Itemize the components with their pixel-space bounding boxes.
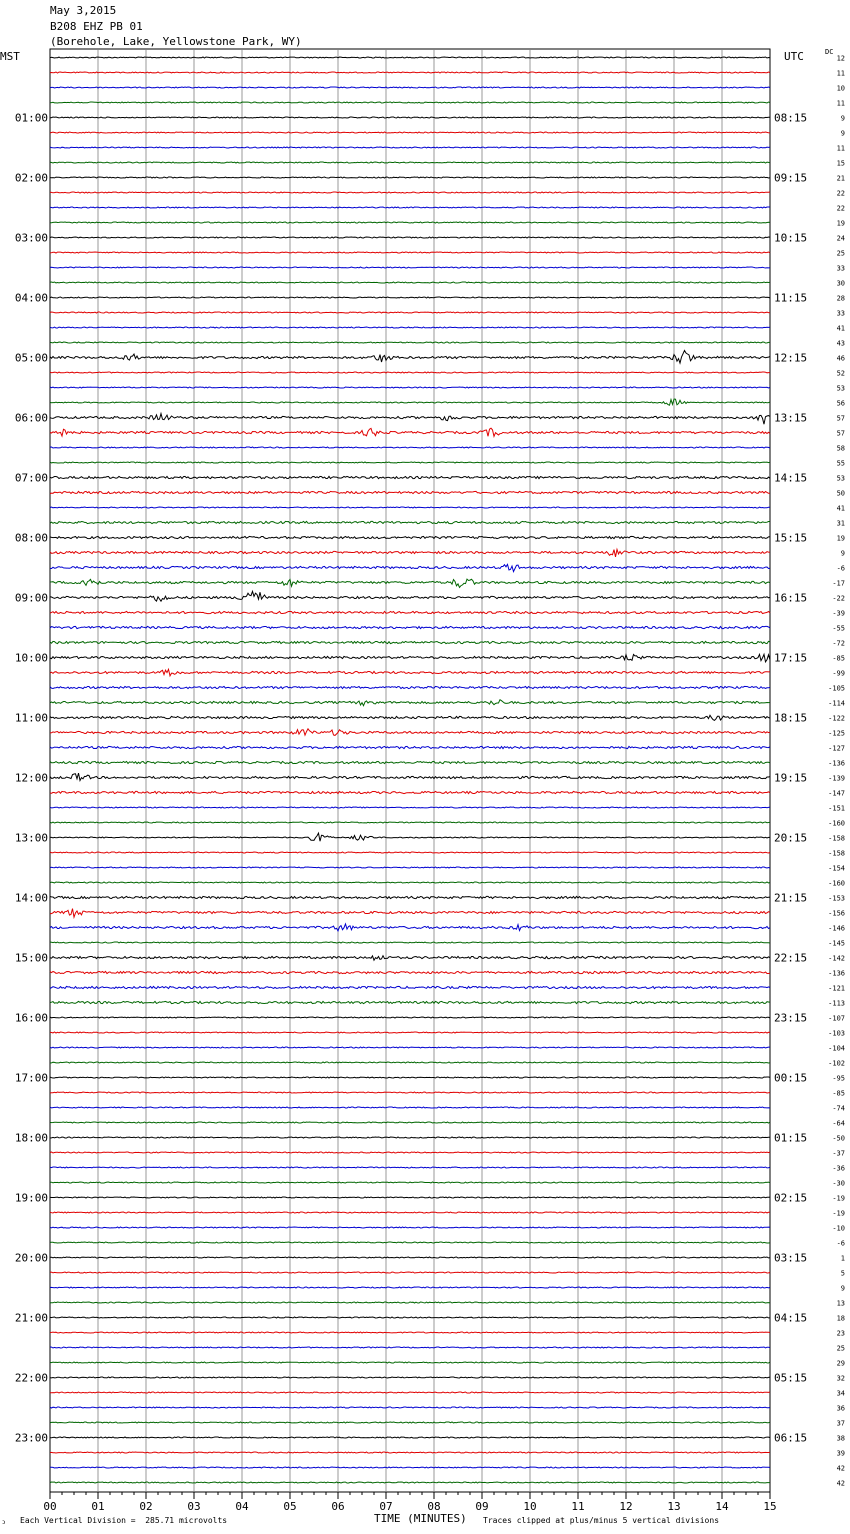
trace-75 [50, 1182, 770, 1183]
dc-offset-label: -6 [836, 564, 845, 573]
dc-offset-label: 56 [836, 399, 845, 408]
dc-offset-label: -104 [828, 1044, 845, 1053]
dc-offset-label: 39 [836, 1449, 845, 1458]
x-tick-label: 09 [475, 1500, 489, 1513]
dc-offset-label: 38 [836, 1434, 845, 1443]
dc-offset-label: 24 [836, 234, 845, 243]
dc-offset-label: 29 [836, 1359, 845, 1368]
trace-84 [50, 1317, 770, 1318]
trace-90 [50, 1407, 770, 1408]
dc-offset-label: 18 [836, 1314, 845, 1323]
x-tick-label: 11 [571, 1500, 585, 1513]
dc-offset-label: -22 [832, 594, 845, 603]
trace-10 [50, 207, 770, 208]
x-tick-label: 08 [427, 1500, 441, 1513]
dc-offset-label: 37 [836, 1419, 845, 1428]
dc-offset-label: 41 [836, 324, 845, 333]
utc-hour-label: 09:15 [774, 171, 808, 185]
dc-offset-label: 9 [840, 549, 845, 558]
trace-87 [50, 1362, 770, 1363]
utc-hour-label: 23:15 [774, 1011, 808, 1025]
trace-39 [50, 641, 770, 643]
dc-offset-label: -72 [832, 639, 845, 648]
mst-hour-label: 20:00 [14, 1251, 48, 1265]
dc-offset-label: 53 [836, 474, 845, 483]
dc-offset-label: -102 [828, 1059, 845, 1068]
dc-offset-label: -125 [828, 729, 845, 738]
dc-offset-label: 34 [836, 1389, 845, 1398]
trace-0 [50, 57, 770, 58]
dc-offset-label: 41 [836, 504, 845, 513]
dc-offset-label: -74 [832, 1104, 845, 1113]
dc-offset-label: 55 [836, 459, 845, 468]
dc-offset-label: -19 [832, 1209, 845, 1218]
utc-hour-label: 13:15 [774, 411, 808, 425]
mst-hour-label: 02:00 [14, 171, 48, 185]
station-location: (Borehole, Lake, Yellowstone Park, WY) [50, 35, 302, 48]
dc-offset-label: -30 [832, 1179, 845, 1188]
trace-45 [50, 729, 770, 736]
trace-67 [50, 1062, 770, 1063]
trace-64 [50, 1017, 770, 1018]
trace-16 [50, 297, 770, 298]
dc-offset-label: 25 [836, 249, 845, 258]
trace-30 [50, 507, 770, 508]
trace-73 [50, 1152, 770, 1153]
dc-offset-label: -95 [832, 1074, 845, 1083]
dc-offset-label: 12 [836, 54, 845, 63]
x-tick-label: 12 [619, 1500, 633, 1513]
plot-frame [50, 49, 770, 1492]
dc-offset-label: 11 [836, 144, 845, 153]
trace-31 [50, 521, 770, 523]
trace-59 [50, 942, 770, 943]
mst-label: MST [0, 50, 20, 63]
mst-hour-label: 23:00 [14, 1431, 48, 1445]
dc-offset-label: -142 [828, 954, 845, 963]
dc-offset-label: 22 [836, 189, 845, 198]
trace-26 [50, 447, 770, 448]
dc-offset-label: 19 [836, 219, 845, 228]
dc-offset-label: 42 [836, 1464, 845, 1473]
trace-88 [50, 1377, 770, 1378]
trace-56 [50, 896, 770, 898]
mst-hour-label: 06:00 [14, 411, 48, 425]
trace-9 [50, 192, 770, 193]
utc-hour-label: 08:15 [774, 111, 808, 125]
dc-offset-label: 9 [840, 114, 845, 123]
mst-hour-label: 11:00 [14, 711, 48, 725]
x-tick-label: 05 [283, 1500, 297, 1513]
trace-52 [50, 833, 770, 841]
dc-offset-label: -136 [828, 759, 845, 768]
trace-22 [50, 387, 770, 388]
trace-19 [50, 342, 770, 343]
trace-14 [50, 267, 770, 268]
trace-57 [50, 909, 770, 918]
dc-offset-label: 57 [836, 429, 845, 438]
trace-13 [50, 252, 770, 253]
dc-offset-label: 19 [836, 534, 845, 543]
trace-85 [50, 1332, 770, 1333]
mst-hour-label: 19:00 [14, 1191, 48, 1205]
x-axis-label: TIME (MINUTES) [374, 1512, 467, 1525]
dc-offset-label: -153 [828, 894, 845, 903]
x-tick-label: 00 [43, 1500, 57, 1513]
utc-hour-label: 17:15 [774, 651, 808, 665]
dc-offset-label: 32 [836, 1374, 845, 1383]
trace-66 [50, 1047, 770, 1048]
dc-offset-label: -158 [828, 834, 845, 843]
dc-offset-label: -37 [832, 1149, 845, 1158]
dc-offset-label: -17 [832, 579, 845, 588]
dc-offset-label: -19 [832, 1194, 845, 1203]
trace-58 [50, 924, 770, 931]
dc-offset-label: 13 [836, 1299, 845, 1308]
mst-hour-label: 01:00 [14, 111, 48, 125]
x-tick-label: 03 [187, 1500, 201, 1513]
clip-note: Traces clipped at plus/minus 5 vertical divisions [483, 1516, 720, 1525]
trace-33 [50, 549, 770, 557]
dc-offset-label: -160 [828, 819, 845, 828]
dc-offset-label: -55 [832, 624, 845, 633]
plot-date: May 3,2015 [50, 4, 117, 17]
trace-11 [50, 222, 770, 223]
trace-81 [50, 1272, 770, 1273]
trace-82 [50, 1287, 770, 1288]
trace-35 [50, 579, 770, 587]
dc-offset-label: 52 [836, 369, 845, 378]
utc-label: UTC [784, 50, 804, 63]
trace-20 [50, 351, 770, 364]
dc-offset-label: 31 [836, 519, 845, 528]
mst-hour-label: 05:00 [14, 351, 48, 365]
trace-94 [50, 1467, 770, 1468]
mst-hour-label: 16:00 [14, 1011, 48, 1025]
mst-hour-label: 10:00 [14, 651, 48, 665]
dc-offset-label: -39 [832, 609, 845, 618]
dc-offset-label: -154 [828, 864, 845, 873]
utc-hour-label: 15:15 [774, 531, 808, 545]
utc-hour-label: 21:15 [774, 891, 808, 905]
dc-offset-label: 33 [836, 309, 845, 318]
dc-offset-label: -122 [828, 714, 845, 723]
utc-hour-label: 06:15 [774, 1431, 808, 1445]
utc-hour-label: 14:15 [774, 471, 808, 485]
dc-offset-label: -145 [828, 939, 845, 948]
trace-34 [50, 564, 770, 571]
dc-offset-label: 23 [836, 1329, 845, 1338]
dc-offset-label: 22 [836, 204, 845, 213]
trace-21 [50, 372, 770, 373]
trace-71 [50, 1122, 770, 1123]
utc-hour-label: 00:15 [774, 1071, 808, 1085]
trace-32 [50, 536, 770, 538]
dc-offset-label: 11 [836, 99, 845, 108]
dc-offset-label: -136 [828, 969, 845, 978]
dc-offset-label: -147 [828, 789, 845, 798]
trace-4 [50, 117, 770, 118]
dc-offset-label: 1 [840, 1254, 845, 1263]
dc-offset-label: 5 [840, 1269, 845, 1278]
dc-offset-label: -50 [832, 1134, 845, 1143]
dc-offset-label: -36 [832, 1164, 845, 1173]
trace-93 [50, 1452, 770, 1453]
utc-hour-label: 12:15 [774, 351, 808, 365]
trace-7 [50, 162, 770, 163]
trace-72 [50, 1137, 770, 1138]
trace-1 [50, 72, 770, 73]
mst-hour-label: 09:00 [14, 591, 48, 605]
mst-hour-label: 14:00 [14, 891, 48, 905]
trace-15 [50, 282, 770, 283]
x-tick-label: 04 [235, 1500, 249, 1513]
utc-hour-label: 10:15 [774, 231, 808, 245]
dc-offset-label: 21 [836, 174, 845, 183]
trace-70 [50, 1107, 770, 1108]
mst-hour-label: 15:00 [14, 951, 48, 965]
trace-46 [50, 746, 770, 748]
dc-offset-label: -146 [828, 924, 845, 933]
trace-8 [50, 177, 770, 178]
x-tick-label: 07 [379, 1500, 393, 1513]
trace-91 [50, 1422, 770, 1423]
mst-hour-label: 22:00 [14, 1371, 48, 1385]
trace-12 [50, 237, 770, 238]
dc-label: DC [825, 48, 834, 56]
dc-offset-label: 53 [836, 384, 845, 393]
trace-18 [50, 327, 770, 328]
trace-28 [50, 476, 770, 478]
trace-43 [50, 700, 770, 706]
mst-hour-label: 17:00 [14, 1071, 48, 1085]
dc-offset-label: -85 [832, 1089, 845, 1098]
dc-offset-label: 46 [836, 354, 845, 363]
utc-hour-label: 22:15 [774, 951, 808, 965]
dc-offset-label: -127 [828, 744, 845, 753]
trace-76 [50, 1197, 770, 1198]
trace-79 [50, 1242, 770, 1243]
trace-63 [50, 1001, 770, 1003]
trace-68 [50, 1077, 770, 1078]
trace-29 [50, 491, 770, 493]
trace-38 [50, 626, 770, 628]
mst-hour-label: 03:00 [14, 231, 48, 245]
dc-offset-label: -99 [832, 669, 845, 678]
dc-offset-label: -121 [828, 984, 845, 993]
mst-hour-label: 07:00 [14, 471, 48, 485]
x-tick-label: 01 [91, 1500, 105, 1513]
utc-hour-label: 05:15 [774, 1371, 808, 1385]
dc-offset-label: -158 [828, 849, 845, 858]
dc-offset-label: 11 [836, 69, 845, 78]
dc-offset-label: -156 [828, 909, 845, 918]
dc-offset-label: -64 [832, 1119, 845, 1128]
trace-3 [50, 102, 770, 103]
trace-49 [50, 791, 770, 793]
dc-offset-label: 9 [840, 1284, 845, 1293]
trace-5 [50, 132, 770, 133]
trace-65 [50, 1032, 770, 1033]
trace-17 [50, 312, 770, 313]
dc-offset-label: -6 [836, 1239, 845, 1248]
trace-36 [50, 591, 770, 601]
trace-42 [50, 686, 770, 688]
dc-offset-label: -151 [828, 804, 845, 813]
dc-offset-label: 28 [836, 294, 845, 303]
utc-hour-label: 18:15 [774, 711, 808, 725]
utc-hour-label: 01:15 [774, 1131, 808, 1145]
trace-60 [50, 956, 770, 961]
trace-6 [50, 147, 770, 148]
mst-hour-label: 21:00 [14, 1311, 48, 1325]
trace-80 [50, 1257, 770, 1258]
trace-69 [50, 1092, 770, 1093]
utc-hour-label: 11:15 [774, 291, 808, 305]
dc-offset-label: -107 [828, 1014, 845, 1023]
trace-50 [50, 807, 770, 808]
scale-note: Each Vertical Division = 285.71 microvolts [20, 1516, 228, 1525]
trace-24 [50, 414, 770, 425]
trace-25 [50, 428, 770, 436]
mst-hour-label: 18:00 [14, 1131, 48, 1145]
trace-61 [50, 971, 770, 973]
utc-hour-label: 20:15 [774, 831, 808, 845]
trace-54 [50, 867, 770, 868]
dc-offset-label: 58 [836, 444, 845, 453]
mst-hour-label: 08:00 [14, 531, 48, 545]
trace-83 [50, 1302, 770, 1303]
dc-offset-label: -139 [828, 774, 845, 783]
trace-86 [50, 1347, 770, 1348]
utc-hour-label: 04:15 [774, 1311, 808, 1325]
trace-47 [50, 761, 770, 763]
dc-offset-label: 33 [836, 264, 845, 273]
corner-mark: ↄ [2, 1518, 6, 1526]
dc-offset-label: -103 [828, 1029, 845, 1038]
dc-offset-label: -113 [828, 999, 845, 1008]
dc-offset-label: 57 [836, 414, 845, 423]
trace-40 [50, 654, 770, 662]
mst-hour-label: 12:00 [14, 771, 48, 785]
x-tick-label: 02 [139, 1500, 153, 1513]
trace-41 [50, 669, 770, 676]
utc-hour-label: 02:15 [774, 1191, 808, 1205]
trace-92 [50, 1437, 770, 1438]
dc-offset-label: -160 [828, 879, 845, 888]
trace-23 [50, 399, 770, 405]
dc-offset-label: -10 [832, 1224, 845, 1233]
dc-offset-label: 9 [840, 129, 845, 138]
trace-74 [50, 1167, 770, 1168]
trace-37 [50, 611, 770, 613]
utc-hour-label: 16:15 [774, 591, 808, 605]
trace-51 [50, 822, 770, 823]
trace-95 [50, 1482, 770, 1483]
trace-78 [50, 1227, 770, 1228]
dc-offset-label: 50 [836, 489, 845, 498]
x-tick-label: 14 [715, 1500, 729, 1513]
dc-offset-label: 15 [836, 159, 845, 168]
x-tick-label: 06 [331, 1500, 345, 1513]
trace-44 [50, 715, 770, 720]
station-code: B208 EHZ PB 01 [50, 20, 143, 33]
mst-hour-label: 13:00 [14, 831, 48, 845]
trace-77 [50, 1212, 770, 1213]
trace-55 [50, 882, 770, 883]
dc-offset-label: -105 [828, 684, 845, 693]
trace-48 [50, 773, 770, 780]
x-tick-label: 10 [523, 1500, 537, 1513]
dc-offset-label: 43 [836, 339, 845, 348]
dc-offset-label: 25 [836, 1344, 845, 1353]
trace-53 [50, 852, 770, 853]
dc-offset-label: 36 [836, 1404, 845, 1413]
utc-hour-label: 03:15 [774, 1251, 808, 1265]
dc-offset-label: -114 [828, 699, 845, 708]
utc-hour-label: 19:15 [774, 771, 808, 785]
mst-hour-label: 04:00 [14, 291, 48, 305]
dc-offset-label: 10 [836, 84, 845, 93]
dc-offset-label: 42 [836, 1479, 845, 1488]
dc-offset-label: 30 [836, 279, 845, 288]
x-tick-label: 15 [763, 1500, 777, 1513]
trace-2 [50, 87, 770, 88]
dc-offset-label: -85 [832, 654, 845, 663]
trace-89 [50, 1392, 770, 1393]
trace-62 [50, 986, 770, 988]
x-tick-label: 13 [667, 1500, 681, 1513]
trace-27 [50, 462, 770, 463]
